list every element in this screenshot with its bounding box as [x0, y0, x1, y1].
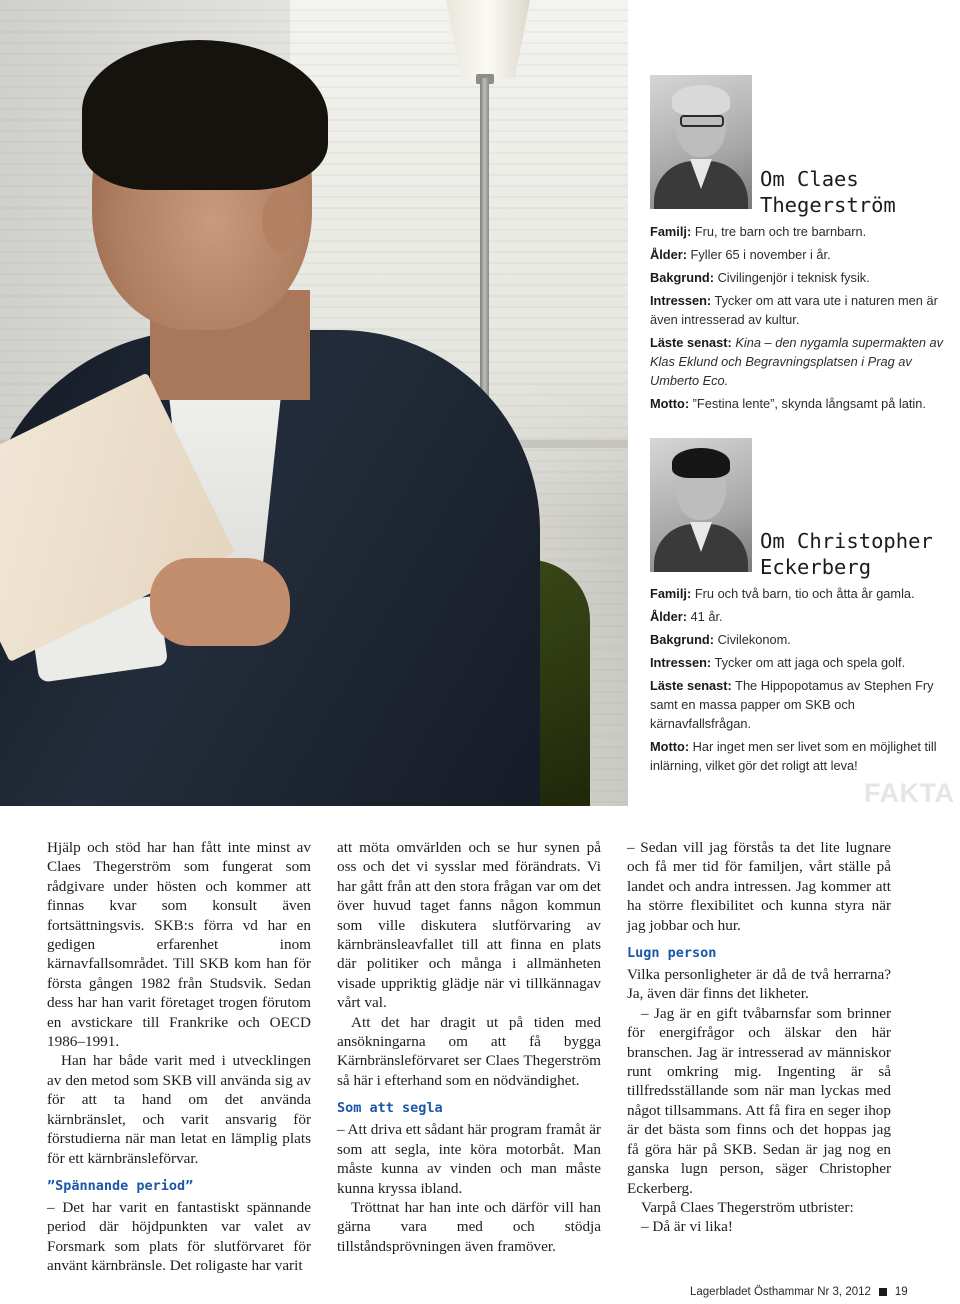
page-number: 19: [894, 1286, 908, 1298]
fact-laste-senast: Läste senast: The Hippopotamus av Stephen Fry samt en massa papper om SKB och kärnavfallsfrågan.: [650, 678, 934, 731]
fact-bakgrund: Bakgrund: Civilingenjör i teknisk fysik.: [650, 270, 870, 285]
paragraph: Han har både varit med i utvecklingen av den metod som SKB vill använda sig av för att ta hand om det använda kärnbränslet, och varit ansvarig för förstudierna när man letat en lämplig plats för ett kärnbränsleförvar.: [47, 1052, 311, 1167]
paragraph: Vilka personligheter är då de två herrarna? Ja, även där finns det likheter.: [627, 966, 891, 1003]
fact-alder: Ålder: Fyller 65 i november i år.: [650, 247, 831, 262]
article-column-3: [627, 838, 891, 1237]
fact-laste-senast: Läste senast: Kina – den nygamla supermakten av Klas Eklund och Begravningsplatsen i Prag av Umberto Eco.: [650, 335, 944, 388]
fact-familj: Familj: Fru och två barn, tio och åtta år gamla.: [650, 586, 915, 601]
paragraph: Tröttnat har han inte och därför vill han gärna vara med och stödja tillståndsprövningen även framöver.: [337, 1198, 601, 1255]
paragraph: – Jag är en gift tvåbarnsfar som brinner för energifrågor och älskar den här branschen. Jag är intresserad av människor runt omkring mig. Ingenting är så tillfredsställande som när man lyckas med något tillsammans. Att få fira en seger ihop är det bästa som finns och det hoppas jag få göra här på SKB. Sedan är jag nog en ganska lugn person, säger Christopher Eckerberg.: [627, 1004, 891, 1197]
square-bullet-icon: [879, 1288, 887, 1296]
fact-bakgrund: Bakgrund: Civilekonom.: [650, 632, 791, 647]
fact-list-christopher: [650, 584, 950, 779]
subheading: ”Spännande period”: [47, 1177, 194, 1194]
fact-motto: Motto: ”Festina lente”, skynda långsamt på latin.: [650, 396, 926, 411]
paragraph: – Det har varit en fantastiskt spännande period där höjdpunkten var valet av Forsmark som plats för slutförvaret för använt kärnbränsle. Det roligaste har varit: [47, 1198, 311, 1275]
article-column-2: [337, 838, 601, 1256]
paragraph: Att det har dragit ut på tiden med ansökningarna om att få bygga Kärnbränsleförvaret ser Claes Thegerström så här i efterhand som en nödvändighet.: [337, 1013, 601, 1089]
paragraph: – Då är vi lika!: [641, 1218, 733, 1236]
article-column-1: [47, 838, 311, 1276]
fakta-label: FAKTA: [864, 778, 955, 808]
portrait-claes-thegerstrom: [650, 75, 752, 209]
paragraph: – Att driva ett sådant här program framåt är som att segla, inte köra motorbåt. Man måste kunna av vinden och man måste kunna kryssa ibland.: [337, 1121, 601, 1197]
subheading: Som att segla: [337, 1100, 443, 1117]
profile-name-christopher: Om Christopher Eckerberg: [760, 529, 933, 579]
main-photo: [0, 0, 628, 806]
paragraph: att möta omvärlden och se hur synen på oss och det vi sysslar med förändrats. Vi har gått från att den stora frågan var om det över huvud taget fanns någon kommun som ville diskutera slutförvaring av kärnbränsleavfallet till att finna en plats där politiker och många i allmänheten visade uppriktig glädje när vi tillkännagav vårt val.: [337, 839, 601, 1012]
fact-intressen: Intressen: Tycker om att jaga och spela golf.: [650, 655, 906, 670]
profile-name-claes: Om Claes Thegerström: [760, 167, 896, 217]
paragraph: – Sedan vill jag förstås ta det lite lugnare och få mer tid för familjen, vårt ställe på landet och andra intressen. Jag kommer att ha större flexibilitet och kunna styra när jag jobbar och hur.: [627, 839, 891, 934]
portrait-christopher-eckerberg: [650, 438, 752, 572]
fact-familj: Familj: Fru, tre barn och tre barnbarn.: [650, 224, 867, 239]
fact-list-claes: [650, 222, 950, 417]
fact-motto: Motto: Har inget men ser livet som en möjlighet till inlärning, vilket gör det roligt att leva!: [650, 739, 937, 773]
hand-with-ring: [150, 558, 290, 646]
glasses-icon: [680, 115, 724, 127]
fact-alder: Ålder: 41 år.: [650, 609, 723, 624]
publication-name: Lagerbladet Östhammar Nr 3, 2012: [690, 1286, 871, 1298]
subheading: Lugn person: [627, 945, 717, 962]
paragraph: Hjälp och stöd har han fått inte minst av Claes Thegerström som fungerat som rådgivare under hösten och kommer att finnas kvar som konsult även fortsättningsvis. SKB:s förra vd har en gedigen erfarenhet inom kärnavfallsområdet. Till SKB kom han för första gången 1982 från Studsvik. Sedan dess har han varit företaget trogen förutom en avstickare till Frankrike och OECD 1986–1991.: [47, 839, 311, 1051]
page-footer: [690, 1286, 908, 1298]
paragraph: Varpå Claes Thegerström utbrister:: [641, 1198, 854, 1216]
fact-intressen: Intressen: Tycker om att vara ute i naturen men är även intresserad av kultur.: [650, 293, 938, 327]
ear: [262, 190, 298, 252]
